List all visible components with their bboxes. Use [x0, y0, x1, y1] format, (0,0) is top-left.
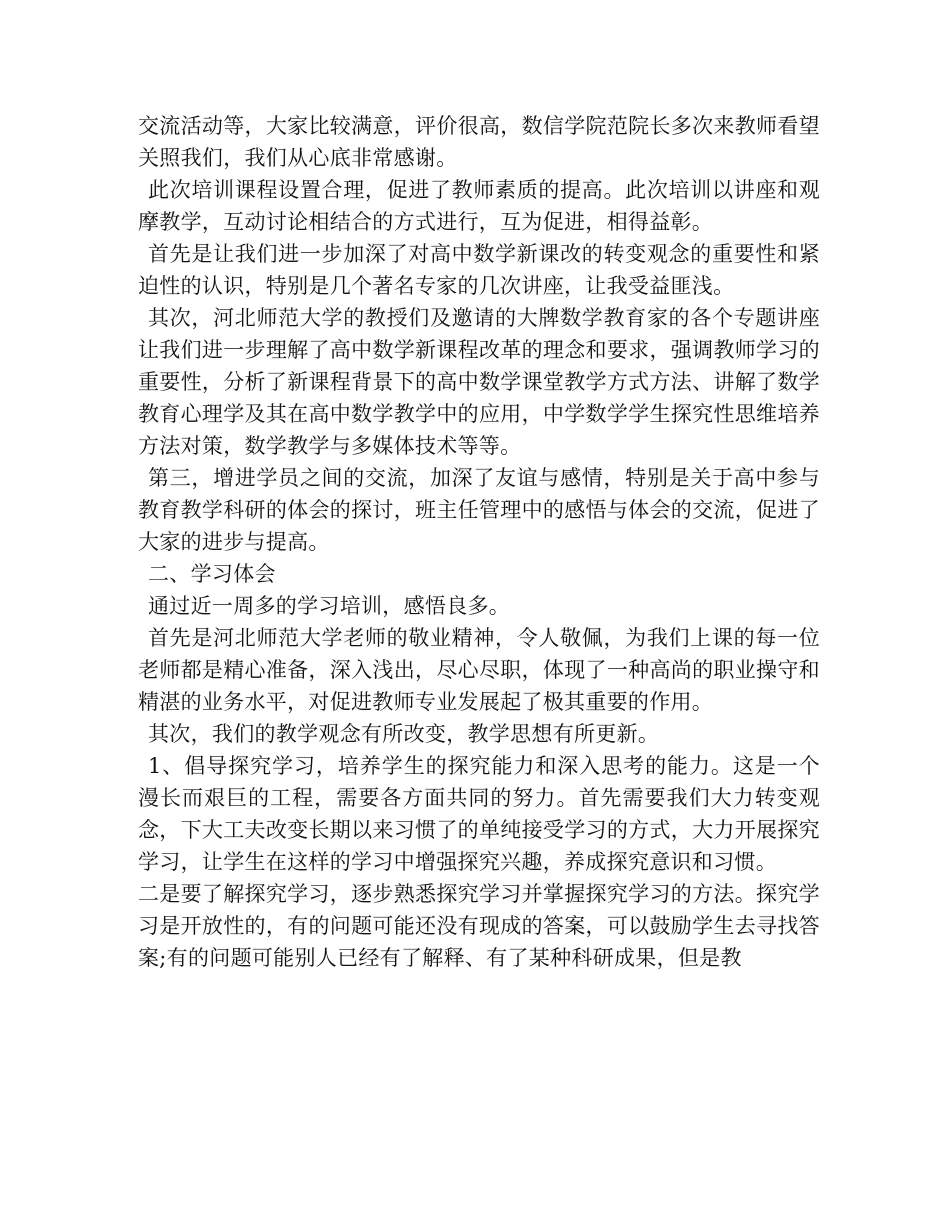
paragraph-continued-intro: 交流活动等，大家比较满意，评价很高，数信学院范院长多次来教师看望关照我们，我们从心底非常感谢。 [138, 114, 820, 170]
document-body [138, 110, 820, 974]
paragraph-second-point: 其次，河北师范大学的教授们及邀请的大牌数学教育家的各个专题讲座让我们进一步理解了高中数学新课程改革的理念和要求，强调教师学习的重要性，分析了新课程背景下的高中数学课堂教学方式方法、讲解了数学教育心理学及其在高中数学教学中的应用，中学数学学生探究性思维培养方法对策，数学教学与多媒体技术等等。 [138, 306, 820, 458]
paragraph-inquiry-methods: 二是要了解探究学习，逐步熟悉探究学习并掌握探究学习的方法。探究学习是开放性的，有的问题可能还没有现成的答案，可以鼓励学生去寻找答案;有的问题可能别人已经有了解释、有了某种科研成果，但是教 [138, 882, 820, 970]
section-heading-learning-experience: 二、学习体会 [148, 562, 276, 586]
paragraph-dedication: 首先是河北师范大学老师的敬业精神，令人敬佩，为我们上课的每一位老师都是精心准备，深入浅出，尽心尽职，体现了一种高尚的职业操守和精湛的业务水平，对促进教师专业发展起了极其重要的作用。 [138, 626, 820, 714]
paragraph-course-design: 此次培训课程设置合理，促进了教师素质的提高。此次培训以讲座和观摩教学，互动讨论相结合的方式进行，互为促进，相得益彰。 [138, 178, 820, 234]
paragraph-first-point: 首先是让我们进一步加深了对高中数学新课改的转变观念的重要性和紧迫性的认识，特别是几个著名专家的几次讲座，让我受益匪浅。 [138, 242, 820, 298]
paragraph-summary: 通过近一周多的学习培训，感悟良多。 [148, 594, 511, 618]
paragraph-concept-change: 其次，我们的教学观念有所改变，教学思想有所更新。 [148, 722, 660, 746]
paragraph-third-point: 第三，增进学员之间的交流，加深了友谊与感情，特别是关于高中参与教育教学科研的体会的探讨，班主任管理中的感悟与体会的交流，促进了大家的进步与提高。 [138, 466, 820, 554]
paragraph-inquiry-learning: 1、倡导探究学习，培养学生的探究能力和深入思考的能力。这是一个漫长而艰巨的工程，需要各方面共同的努力。首先需要我们大力转变观念，下大工夫改变长期以来习惯了的单纯接受学习的方式，大力开展探究学习，让学生在这样的学习中增强探究兴趣，养成探究意识和习惯。 [138, 754, 820, 874]
